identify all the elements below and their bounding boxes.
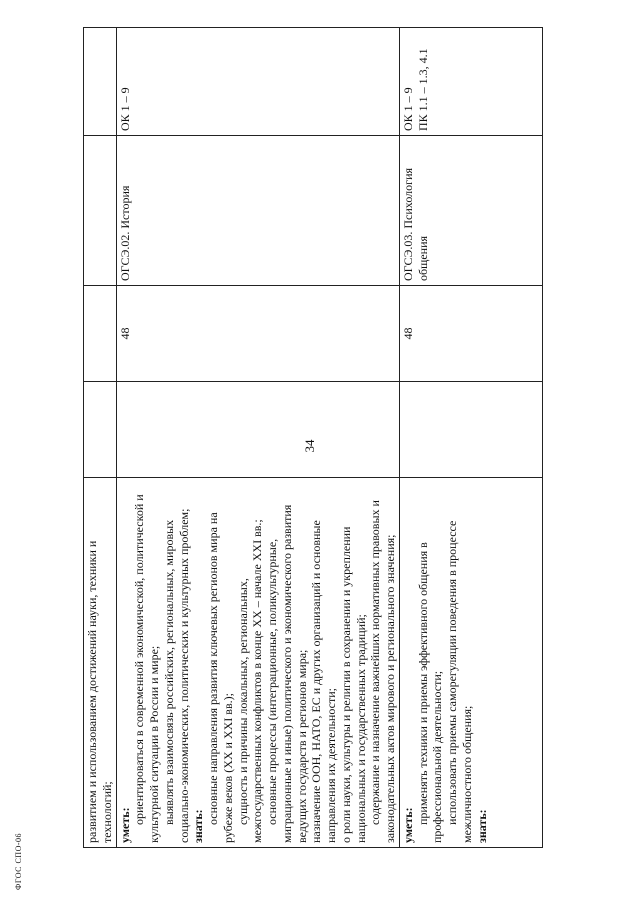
- znat-item: основные процессы (интеграционные, поликультурные, миграционные и иные) политического и экономического развития ведущих государств и регионов мира;: [265, 504, 309, 843]
- empty-cell: [116, 382, 399, 478]
- umet-item: ориентироваться в современной экономической, политической и культурной ситуации в России и мире;: [132, 494, 161, 843]
- competencies-cell: ОК 1 – 9 ПК 1.1 – 1.3, 4.1: [399, 28, 542, 136]
- umet-label: уметь:: [117, 807, 132, 843]
- hours-cell: 48: [116, 286, 399, 382]
- footer-label: ФГОС СПО-06: [14, 832, 23, 890]
- umet-item: использовать приемы саморегуляции поведения в процессе межличностного общения;: [445, 520, 474, 843]
- content-cell: [84, 478, 117, 848]
- znat-item: о роли науки, культуры и религии в сохранении и укреплении национальных и государственных традиций;: [338, 526, 368, 843]
- hours-cell: [84, 286, 117, 382]
- hours-cell: 48: [399, 286, 542, 382]
- table-row: [116, 28, 399, 848]
- znat-item: основные направления развития ключевых регионов мира на рубеже веков (XX и XXI вв.);: [206, 512, 235, 843]
- znat-label: знать:: [191, 809, 206, 843]
- umet-label: уметь:: [400, 807, 415, 843]
- cell-text: развитием и использованием достижений науки, техники и технологий;: [85, 540, 114, 843]
- discipline-cell: [84, 136, 117, 286]
- znat-item: сущность и причины локальных, региональных, межгосударственных конфликтов в конце XX – начале XXI вв.;: [235, 519, 265, 843]
- znat-item: назначение ООН, НАТО, ЕС и других организаций и основные направления их деятельности;: [309, 520, 338, 843]
- discipline-cell: ОГСЭ.03. Психология общения: [399, 136, 542, 286]
- competencies-cell: ОК 1 – 9: [116, 28, 399, 136]
- rotated-table-wrapper: [83, 28, 543, 848]
- empty-cell: [399, 382, 542, 478]
- content-cell: [116, 478, 399, 848]
- competencies-cell: [84, 28, 117, 136]
- empty-cell: [84, 382, 117, 478]
- content-cell: [399, 478, 542, 848]
- table-row: [84, 28, 117, 848]
- table-row: [399, 28, 542, 848]
- discipline-cell: ОГСЭ.02. История: [116, 136, 399, 286]
- znat-label: знать:: [474, 809, 489, 843]
- umet-item: применять техники и приемы эффективного общения в профессиональной деятельности;: [415, 542, 445, 843]
- umet-item: выявлять взаимосвязь российских, региональных, мировых социально-экономических, политических и культурных проблем;: [161, 508, 191, 843]
- znat-item: содержание и назначение важнейших нормативных правовых и законодательных актов мирового и регионального значения;: [368, 500, 397, 843]
- curriculum-table: [83, 27, 543, 848]
- page-number: 34: [302, 439, 317, 453]
